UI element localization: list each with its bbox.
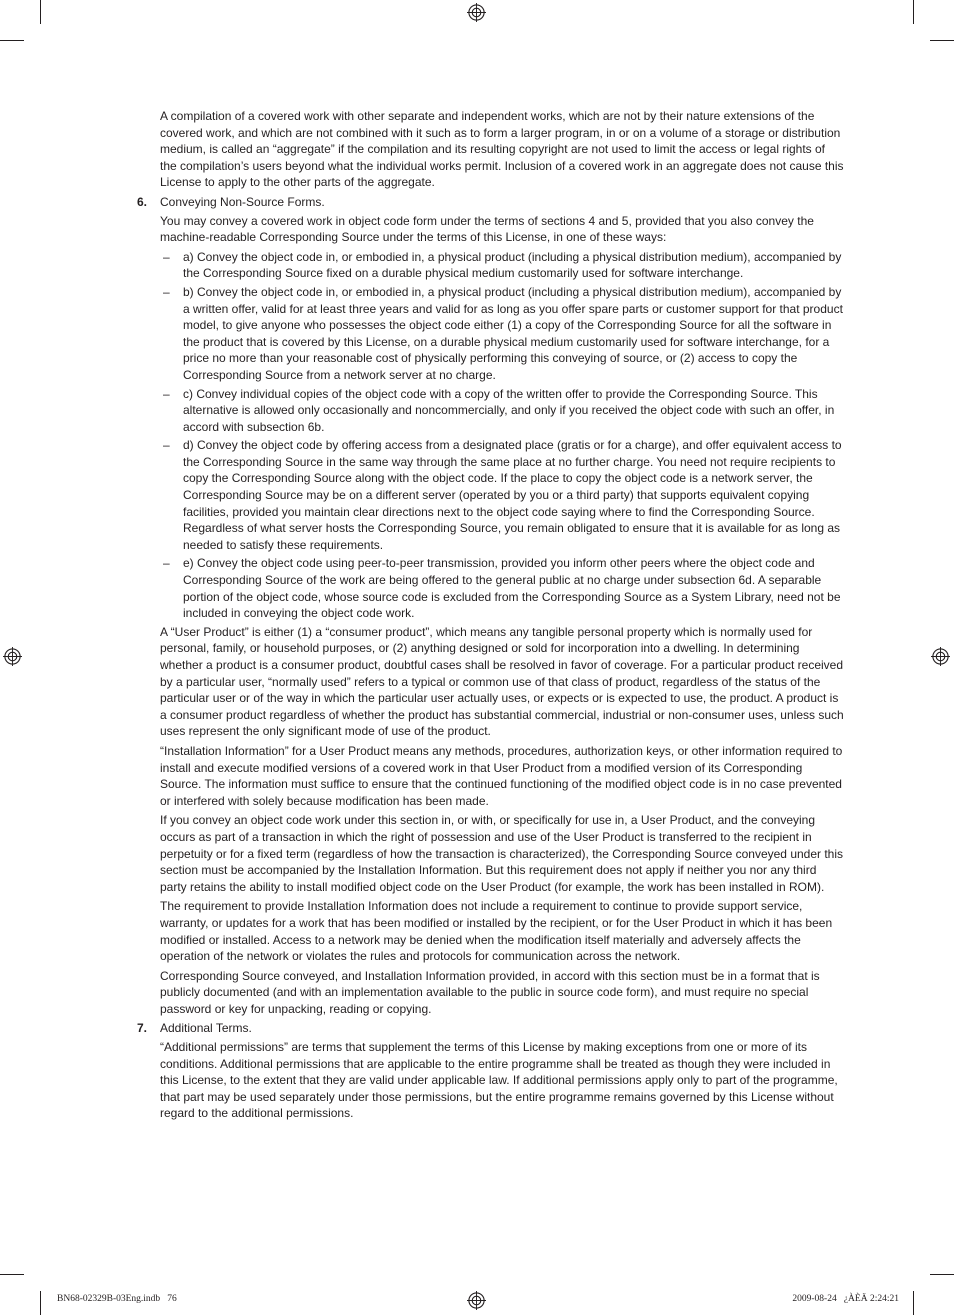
registration-mark-top-icon — [467, 3, 486, 22]
conveying-object-code-paragraph: If you convey an object code work under this section in, or with, or specifically for use in, a User Product, and the conveying occurs as part of a transaction in which the right of possession and use of the User Product is transferred to the recipient in perpetuity or for a fixed term (regardless of how the transaction is characterized), the Corresponding Source conveyed under this section must be accompanied by the Installation Information. But this requirement does not apply if neither you nor any third party retains the ability to install modified object code on the User Product (for example, the work has been installed in ROM). — [160, 813, 844, 894]
support-requirement-paragraph: The requirement to provide Installation Information does not include a requirement to continue to provide support service, warranty, or updates for a work that has been modified or installed by the recipient, or for the User Product in which it has been modified or installed. Access to a network may be denied when the modification itself materially and adversely affects the operation of the network or violates the rules and protocols for communication across the network. — [160, 899, 833, 964]
registration-mark-left-icon — [3, 647, 22, 666]
installation-information-paragraph: “Installation Information” for a User Product means any methods, procedures, authorization keys, or other information required to install and execute modified versions of a covered work in that User Product from a modified version of its Corresponding Source. The information must suffice to ensure that the continued functioning of the modified object code is in no case prevented or interfered with solely because modification has been made. — [160, 743, 843, 808]
crop-mark-top-right-horizontal — [930, 40, 954, 41]
section-7-heading — [137, 1020, 844, 1037]
list-item — [160, 249, 844, 282]
section-6-lead: You may convey a covered work in object code form under the terms of sections 4 and 5, provided that you also convey the machine-readable Corresponding Source under the terms of this License, in one of these ways: — [160, 213, 814, 245]
crop-mark-top-left-vertical — [40, 0, 41, 24]
list-item — [160, 386, 844, 436]
crop-mark-bottom-left-vertical — [40, 1291, 41, 1315]
list-item-text: d) Convey the object code by offering access from a designated place (gratis or for a charge), and offer equivalent access to the Corresponding Source in the same way through the same place at no further charge. You need not require recipients to copy the Corresponding Source along with the object code. If the place to copy the object code is a network server, the Corresponding Source may be on a different server (operated by you or a third party) that supports equivalent copying facilities, provided you maintain clear directions next to the object code saying where to find the Corresponding Source. Regardless of what server hosts the Corresponding Source, you remain obligated to ensure that it is available for as long as needed to satisfy these requirements. — [183, 438, 842, 552]
section-7-number: 7. — [137, 1021, 148, 1036]
list-item-text: a) Convey the object code in, or embodied in, a physical product (including a physical distribution medium), accompanied by the Corresponding Source fixed on a durable physical medium customarily used for software interchange. — [183, 249, 842, 281]
list-item — [160, 284, 844, 384]
list-item-text: b) Convey the object code in, or embodied in, a physical product (including a physical distribution medium), accompanied by a written offer, valid for at least three years and valid for as long as you offer spare parts or customer support for that product model, to give anyone who possesses the object code either (1) a copy of the Corresponding Source for all the software in the product that is covered by this License, on a durable physical medium customarily used for software interchange, for a price no more than your reasonable cost of physically performing this conveying of source, or (2) access to copy the Corresponding Source from a network server at no charge. — [183, 284, 843, 382]
crop-mark-top-right-vertical — [913, 0, 914, 24]
list-item-text: c) Convey individual copies of the object code with a copy of the written offer to provide the Corresponding Source. This alternative is allowed only occasionally and noncommercially, and only if you received the object code with such an offer, in accord with subsection 6b. — [183, 386, 835, 434]
list-item — [160, 437, 844, 553]
list-item — [160, 555, 844, 621]
footer-timestamp: 2009-08-24 ¿ÀÈÄ 2:24:21 — [792, 1294, 899, 1304]
list-dash: – — [163, 386, 170, 401]
license-text-body — [137, 108, 844, 1125]
section-6-heading — [137, 194, 844, 211]
section-7-title: Additional Terms. — [160, 1021, 252, 1036]
list-dash: – — [163, 249, 170, 264]
format-requirement-paragraph: Corresponding Source conveyed, and Installation Information provided, in accord with this section must be in a format that is publicly documented (and with an implementation available to the public in source code form), and must require no special password or key for unpacking, reading or copying. — [160, 968, 820, 1016]
crop-mark-top-left-horizontal — [0, 40, 24, 41]
crop-mark-bottom-left-horizontal — [0, 1274, 24, 1275]
section-6-title: Conveying Non-Source Forms. — [160, 194, 325, 209]
list-dash: – — [163, 556, 170, 571]
crop-mark-bottom-right-vertical — [913, 1291, 914, 1315]
section-6-number: 6. — [137, 194, 148, 209]
additional-permissions-paragraph: “Additional permissions” are terms that supplement the terms of this License by making exceptions from one or more of its conditions. Additional permissions that are applicable to the entire programme shall be treated as though they were included in this License, to the extent that they are valid under applicable law. If additional permissions apply only to part of the programme, that part may be used separately under those permissions, but the entire programme remains governed by this License without regard to the additional permissions. — [160, 1040, 838, 1121]
list-dash: – — [163, 284, 170, 299]
list-dash: – — [163, 438, 170, 453]
list-item-text: e) Convey the object code using peer-to-peer transmission, provided you inform other peers where the object code and Corresponding Source of the work are being offered to the general public at no charge under subsection 6d. A separable portion of the object code, whose source code is excluded from the Corresponding Source as a System Library, need not be included in conveying the object code work. — [183, 556, 841, 621]
user-product-paragraph: A “User Product” is either (1) a “consumer product”, which means any tangible personal property which is normally used for personal, family, or household purposes, or (2) anything designed or sold for incorporation into a dwelling. In determining whether a product is a consumer product, doubtful cases shall be resolved in favor of coverage. For a particular product received by a particular user, “normally used” refers to a typical or common use of that class of product, regardless of the status of the particular user or of the way in which the particular user actually uses, or expects or is expected to use, the product. A product is a consumer product regardless of whether the product has substantial commercial, industrial or non-consumer uses, unless such uses represent the only significant mode of use of the product. — [160, 624, 844, 739]
crop-mark-bottom-right-horizontal — [930, 1274, 954, 1275]
footer-file-info: BN68-02329B-03Eng.indb 76 — [57, 1294, 177, 1304]
intro-paragraph: A compilation of a covered work with other separate and independent works, which are not by their nature extensions of the covered work, and which are not combined with it such as to form a larger program, in or on a volume of a storage or distribution medium, is called an “aggregate” if the compilation and its resulting copyright are not used to limit the access or legal rights of the compilation’s users beyond what the individual works permit. Inclusion of a covered work in an aggregate does not cause this License to apply to the other parts of the aggregate. — [160, 109, 844, 190]
registration-mark-right-icon — [931, 647, 950, 666]
registration-mark-bottom-icon — [467, 1291, 486, 1310]
